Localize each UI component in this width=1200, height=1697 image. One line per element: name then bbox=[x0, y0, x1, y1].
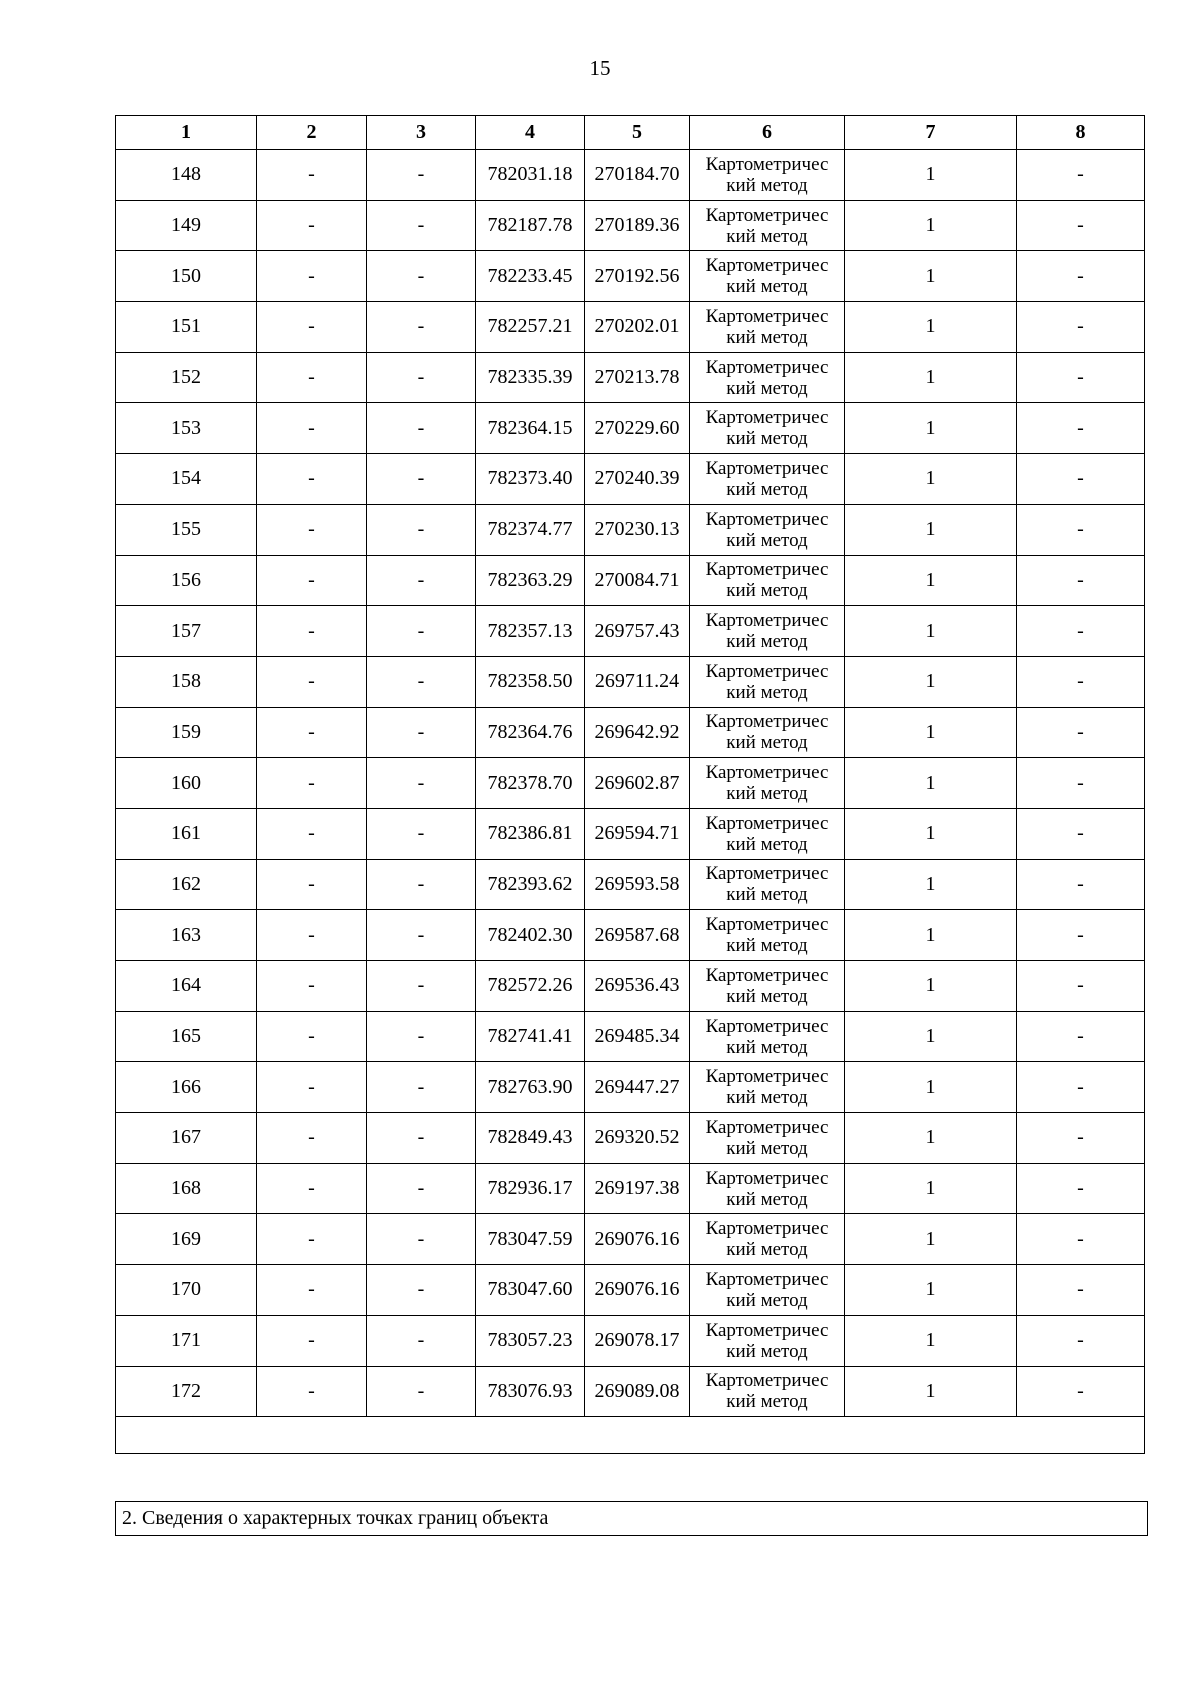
method-cell: Картометричес кий метод bbox=[690, 1265, 845, 1316]
x-coordinate-cell: 782763.90 bbox=[476, 1062, 585, 1113]
y-coordinate-cell: 269447.27 bbox=[585, 1062, 690, 1113]
col8-cell: - bbox=[1017, 1214, 1145, 1265]
x-coordinate-cell: 783076.93 bbox=[476, 1366, 585, 1417]
col2-cell: - bbox=[257, 403, 367, 454]
table-row bbox=[116, 656, 1145, 707]
precision-cell: 1 bbox=[845, 1113, 1017, 1164]
col8-cell: - bbox=[1017, 859, 1145, 910]
col3-cell: - bbox=[367, 1011, 476, 1062]
table-row bbox=[116, 707, 1145, 758]
col8-cell: - bbox=[1017, 1265, 1145, 1316]
method-cell: Картометричес кий метод bbox=[690, 910, 845, 961]
x-coordinate-cell: 782373.40 bbox=[476, 454, 585, 505]
x-coordinate-cell: 782741.41 bbox=[476, 1011, 585, 1062]
x-coordinate-cell: 782393.62 bbox=[476, 859, 585, 910]
table-row bbox=[116, 808, 1145, 859]
col3-cell: - bbox=[367, 961, 476, 1012]
point-number-cell: 153 bbox=[116, 403, 257, 454]
x-coordinate-cell: 782233.45 bbox=[476, 251, 585, 302]
col8-cell: - bbox=[1017, 504, 1145, 555]
col2-cell: - bbox=[257, 1062, 367, 1113]
x-coordinate-cell: 782572.26 bbox=[476, 961, 585, 1012]
x-coordinate-cell: 782386.81 bbox=[476, 808, 585, 859]
table-row bbox=[116, 454, 1145, 505]
col3-cell: - bbox=[367, 758, 476, 809]
col2-cell: - bbox=[257, 758, 367, 809]
precision-cell: 1 bbox=[845, 555, 1017, 606]
precision-cell: 1 bbox=[845, 150, 1017, 201]
point-number-cell: 166 bbox=[116, 1062, 257, 1113]
col3-cell: - bbox=[367, 555, 476, 606]
precision-cell: 1 bbox=[845, 1214, 1017, 1265]
y-coordinate-cell: 269757.43 bbox=[585, 606, 690, 657]
precision-cell: 1 bbox=[845, 1011, 1017, 1062]
col8-cell: - bbox=[1017, 302, 1145, 353]
table-row bbox=[116, 302, 1145, 353]
col8-cell: - bbox=[1017, 352, 1145, 403]
table-row bbox=[116, 1265, 1145, 1316]
x-coordinate-cell: 782936.17 bbox=[476, 1163, 585, 1214]
col2-cell: - bbox=[257, 656, 367, 707]
precision-cell: 1 bbox=[845, 1163, 1017, 1214]
col3-cell: - bbox=[367, 352, 476, 403]
y-coordinate-cell: 269602.87 bbox=[585, 758, 690, 809]
point-number-cell: 170 bbox=[116, 1265, 257, 1316]
col3-cell: - bbox=[367, 504, 476, 555]
precision-cell: 1 bbox=[845, 251, 1017, 302]
y-coordinate-cell: 269594.71 bbox=[585, 808, 690, 859]
col2-cell: - bbox=[257, 302, 367, 353]
table-row bbox=[116, 606, 1145, 657]
col3-cell: - bbox=[367, 1214, 476, 1265]
col3-cell: - bbox=[367, 403, 476, 454]
col2-cell: - bbox=[257, 606, 367, 657]
table-row bbox=[116, 150, 1145, 201]
empty-table-row bbox=[116, 1417, 1145, 1454]
point-number-cell: 162 bbox=[116, 859, 257, 910]
method-cell: Картометричес кий метод bbox=[690, 707, 845, 758]
col8-cell: - bbox=[1017, 1315, 1145, 1366]
y-coordinate-cell: 269078.17 bbox=[585, 1315, 690, 1366]
col2-cell: - bbox=[257, 1011, 367, 1062]
method-cell: Картометричес кий метод bbox=[690, 961, 845, 1012]
point-number-cell: 163 bbox=[116, 910, 257, 961]
x-coordinate-cell: 782357.13 bbox=[476, 606, 585, 657]
precision-cell: 1 bbox=[845, 961, 1017, 1012]
y-coordinate-cell: 269711.24 bbox=[585, 656, 690, 707]
page-number: 15 bbox=[589, 56, 611, 80]
method-cell: Картометричес кий метод bbox=[690, 150, 845, 201]
method-cell: Картометричес кий метод bbox=[690, 758, 845, 809]
method-cell: Картометричес кий метод bbox=[690, 656, 845, 707]
col2-cell: - bbox=[257, 200, 367, 251]
y-coordinate-cell: 270213.78 bbox=[585, 352, 690, 403]
col8-cell: - bbox=[1017, 1366, 1145, 1417]
col2-cell: - bbox=[257, 1366, 367, 1417]
precision-cell: 1 bbox=[845, 403, 1017, 454]
point-number-cell: 156 bbox=[116, 555, 257, 606]
precision-cell: 1 bbox=[845, 504, 1017, 555]
table-row bbox=[116, 504, 1145, 555]
col2-cell: - bbox=[257, 1113, 367, 1164]
column-header: 8 bbox=[1017, 116, 1145, 150]
col8-cell: - bbox=[1017, 961, 1145, 1012]
col8-cell: - bbox=[1017, 251, 1145, 302]
col8-cell: - bbox=[1017, 454, 1145, 505]
col8-cell: - bbox=[1017, 403, 1145, 454]
col8-cell: - bbox=[1017, 910, 1145, 961]
y-coordinate-cell: 270084.71 bbox=[585, 555, 690, 606]
col8-cell: - bbox=[1017, 555, 1145, 606]
col3-cell: - bbox=[367, 1315, 476, 1366]
col3-cell: - bbox=[367, 910, 476, 961]
y-coordinate-cell: 269587.68 bbox=[585, 910, 690, 961]
method-cell: Картометричес кий метод bbox=[690, 808, 845, 859]
table-body bbox=[116, 150, 1145, 1454]
section-2-heading: 2. Сведения о характерных точках границ объекта bbox=[115, 1501, 1148, 1536]
col3-cell: - bbox=[367, 808, 476, 859]
precision-cell: 1 bbox=[845, 200, 1017, 251]
col8-cell: - bbox=[1017, 656, 1145, 707]
point-number-cell: 161 bbox=[116, 808, 257, 859]
col8-cell: - bbox=[1017, 808, 1145, 859]
y-coordinate-cell: 269642.92 bbox=[585, 707, 690, 758]
point-number-cell: 152 bbox=[116, 352, 257, 403]
method-cell: Картометричес кий метод bbox=[690, 302, 845, 353]
col3-cell: - bbox=[367, 302, 476, 353]
y-coordinate-cell: 270184.70 bbox=[585, 150, 690, 201]
x-coordinate-cell: 782031.18 bbox=[476, 150, 585, 201]
column-header: 2 bbox=[257, 116, 367, 150]
method-cell: Картометричес кий метод bbox=[690, 1214, 845, 1265]
col3-cell: - bbox=[367, 707, 476, 758]
x-coordinate-cell: 782402.30 bbox=[476, 910, 585, 961]
empty-table-cell bbox=[116, 1417, 1145, 1454]
method-cell: Картометричес кий метод bbox=[690, 1315, 845, 1366]
col8-cell: - bbox=[1017, 758, 1145, 809]
column-header: 6 bbox=[690, 116, 845, 150]
col2-cell: - bbox=[257, 910, 367, 961]
y-coordinate-cell: 270202.01 bbox=[585, 302, 690, 353]
method-cell: Картометричес кий метод bbox=[690, 454, 845, 505]
precision-cell: 1 bbox=[845, 1366, 1017, 1417]
col2-cell: - bbox=[257, 1315, 367, 1366]
x-coordinate-cell: 782364.15 bbox=[476, 403, 585, 454]
y-coordinate-cell: 270189.36 bbox=[585, 200, 690, 251]
method-cell: Картометричес кий метод bbox=[690, 1011, 845, 1062]
x-coordinate-cell: 782374.77 bbox=[476, 504, 585, 555]
col2-cell: - bbox=[257, 454, 367, 505]
y-coordinate-cell: 270240.39 bbox=[585, 454, 690, 505]
method-cell: Картометричес кий метод bbox=[690, 200, 845, 251]
point-number-cell: 149 bbox=[116, 200, 257, 251]
x-coordinate-cell: 782378.70 bbox=[476, 758, 585, 809]
col8-cell: - bbox=[1017, 1011, 1145, 1062]
table-row bbox=[116, 1113, 1145, 1164]
method-cell: Картометричес кий метод bbox=[690, 1366, 845, 1417]
table-row bbox=[116, 1163, 1145, 1214]
point-number-cell: 150 bbox=[116, 251, 257, 302]
x-coordinate-cell: 782363.29 bbox=[476, 555, 585, 606]
table-row bbox=[116, 1315, 1145, 1366]
point-number-cell: 167 bbox=[116, 1113, 257, 1164]
col8-cell: - bbox=[1017, 1113, 1145, 1164]
y-coordinate-cell: 270192.56 bbox=[585, 251, 690, 302]
table-row bbox=[116, 1366, 1145, 1417]
col2-cell: - bbox=[257, 555, 367, 606]
precision-cell: 1 bbox=[845, 859, 1017, 910]
column-header: 4 bbox=[476, 116, 585, 150]
y-coordinate-cell: 269536.43 bbox=[585, 961, 690, 1012]
col2-cell: - bbox=[257, 1214, 367, 1265]
col8-cell: - bbox=[1017, 150, 1145, 201]
point-number-cell: 171 bbox=[116, 1315, 257, 1366]
col3-cell: - bbox=[367, 606, 476, 657]
point-number-cell: 164 bbox=[116, 961, 257, 1012]
point-number-cell: 169 bbox=[116, 1214, 257, 1265]
point-number-cell: 165 bbox=[116, 1011, 257, 1062]
col2-cell: - bbox=[257, 1163, 367, 1214]
precision-cell: 1 bbox=[845, 808, 1017, 859]
col3-cell: - bbox=[367, 859, 476, 910]
column-header: 5 bbox=[585, 116, 690, 150]
col8-cell: - bbox=[1017, 1163, 1145, 1214]
y-coordinate-cell: 269485.34 bbox=[585, 1011, 690, 1062]
y-coordinate-cell: 269076.16 bbox=[585, 1265, 690, 1316]
point-number-cell: 157 bbox=[116, 606, 257, 657]
coordinates-table bbox=[115, 115, 1145, 1454]
col8-cell: - bbox=[1017, 707, 1145, 758]
table-row bbox=[116, 1011, 1145, 1062]
point-number-cell: 148 bbox=[116, 150, 257, 201]
precision-cell: 1 bbox=[845, 1062, 1017, 1113]
col8-cell: - bbox=[1017, 1062, 1145, 1113]
method-cell: Картометричес кий метод bbox=[690, 1163, 845, 1214]
col2-cell: - bbox=[257, 150, 367, 201]
point-number-cell: 159 bbox=[116, 707, 257, 758]
x-coordinate-cell: 782364.76 bbox=[476, 707, 585, 758]
col3-cell: - bbox=[367, 454, 476, 505]
col3-cell: - bbox=[367, 251, 476, 302]
method-cell: Картометричес кий метод bbox=[690, 555, 845, 606]
precision-cell: 1 bbox=[845, 606, 1017, 657]
x-coordinate-cell: 783047.59 bbox=[476, 1214, 585, 1265]
y-coordinate-cell: 269593.58 bbox=[585, 859, 690, 910]
col3-cell: - bbox=[367, 1265, 476, 1316]
y-coordinate-cell: 270229.60 bbox=[585, 403, 690, 454]
y-coordinate-cell: 269089.08 bbox=[585, 1366, 690, 1417]
col2-cell: - bbox=[257, 352, 367, 403]
precision-cell: 1 bbox=[845, 707, 1017, 758]
point-number-cell: 154 bbox=[116, 454, 257, 505]
table-row bbox=[116, 961, 1145, 1012]
col8-cell: - bbox=[1017, 606, 1145, 657]
col8-cell: - bbox=[1017, 200, 1145, 251]
x-coordinate-cell: 783057.23 bbox=[476, 1315, 585, 1366]
method-cell: Картометричес кий метод bbox=[690, 504, 845, 555]
column-header: 7 bbox=[845, 116, 1017, 150]
col2-cell: - bbox=[257, 859, 367, 910]
precision-cell: 1 bbox=[845, 758, 1017, 809]
x-coordinate-cell: 782335.39 bbox=[476, 352, 585, 403]
precision-cell: 1 bbox=[845, 1265, 1017, 1316]
table-header-row bbox=[116, 116, 1145, 150]
col2-cell: - bbox=[257, 961, 367, 1012]
table-row bbox=[116, 251, 1145, 302]
table-row bbox=[116, 859, 1145, 910]
precision-cell: 1 bbox=[845, 1315, 1017, 1366]
point-number-cell: 172 bbox=[116, 1366, 257, 1417]
col2-cell: - bbox=[257, 808, 367, 859]
y-coordinate-cell: 270230.13 bbox=[585, 504, 690, 555]
table-row bbox=[116, 352, 1145, 403]
x-coordinate-cell: 782257.21 bbox=[476, 302, 585, 353]
table-row bbox=[116, 403, 1145, 454]
col2-cell: - bbox=[257, 707, 367, 758]
col3-cell: - bbox=[367, 1366, 476, 1417]
y-coordinate-cell: 269076.16 bbox=[585, 1214, 690, 1265]
method-cell: Картометричес кий метод bbox=[690, 1062, 845, 1113]
col2-cell: - bbox=[257, 1265, 367, 1316]
method-cell: Картометричес кий метод bbox=[690, 859, 845, 910]
col3-cell: - bbox=[367, 656, 476, 707]
table-row bbox=[116, 555, 1145, 606]
method-cell: Картометричес кий метод bbox=[690, 403, 845, 454]
point-number-cell: 151 bbox=[116, 302, 257, 353]
table-row bbox=[116, 910, 1145, 961]
x-coordinate-cell: 782849.43 bbox=[476, 1113, 585, 1164]
method-cell: Картометричес кий метод bbox=[690, 606, 845, 657]
table-row bbox=[116, 200, 1145, 251]
table-row bbox=[116, 758, 1145, 809]
precision-cell: 1 bbox=[845, 352, 1017, 403]
point-number-cell: 155 bbox=[116, 504, 257, 555]
table-row bbox=[116, 1062, 1145, 1113]
method-cell: Картометричес кий метод bbox=[690, 251, 845, 302]
point-number-cell: 160 bbox=[116, 758, 257, 809]
precision-cell: 1 bbox=[845, 454, 1017, 505]
col2-cell: - bbox=[257, 504, 367, 555]
point-number-cell: 168 bbox=[116, 1163, 257, 1214]
col2-cell: - bbox=[257, 251, 367, 302]
col3-cell: - bbox=[367, 150, 476, 201]
col3-cell: - bbox=[367, 1113, 476, 1164]
precision-cell: 1 bbox=[845, 910, 1017, 961]
column-header: 1 bbox=[116, 116, 257, 150]
precision-cell: 1 bbox=[845, 302, 1017, 353]
x-coordinate-cell: 782187.78 bbox=[476, 200, 585, 251]
y-coordinate-cell: 269320.52 bbox=[585, 1113, 690, 1164]
precision-cell: 1 bbox=[845, 656, 1017, 707]
y-coordinate-cell: 269197.38 bbox=[585, 1163, 690, 1214]
column-header: 3 bbox=[367, 116, 476, 150]
method-cell: Картометричес кий метод bbox=[690, 1113, 845, 1164]
x-coordinate-cell: 782358.50 bbox=[476, 656, 585, 707]
col3-cell: - bbox=[367, 200, 476, 251]
col3-cell: - bbox=[367, 1062, 476, 1113]
x-coordinate-cell: 783047.60 bbox=[476, 1265, 585, 1316]
method-cell: Картометричес кий метод bbox=[690, 352, 845, 403]
point-number-cell: 158 bbox=[116, 656, 257, 707]
col3-cell: - bbox=[367, 1163, 476, 1214]
table-row bbox=[116, 1214, 1145, 1265]
